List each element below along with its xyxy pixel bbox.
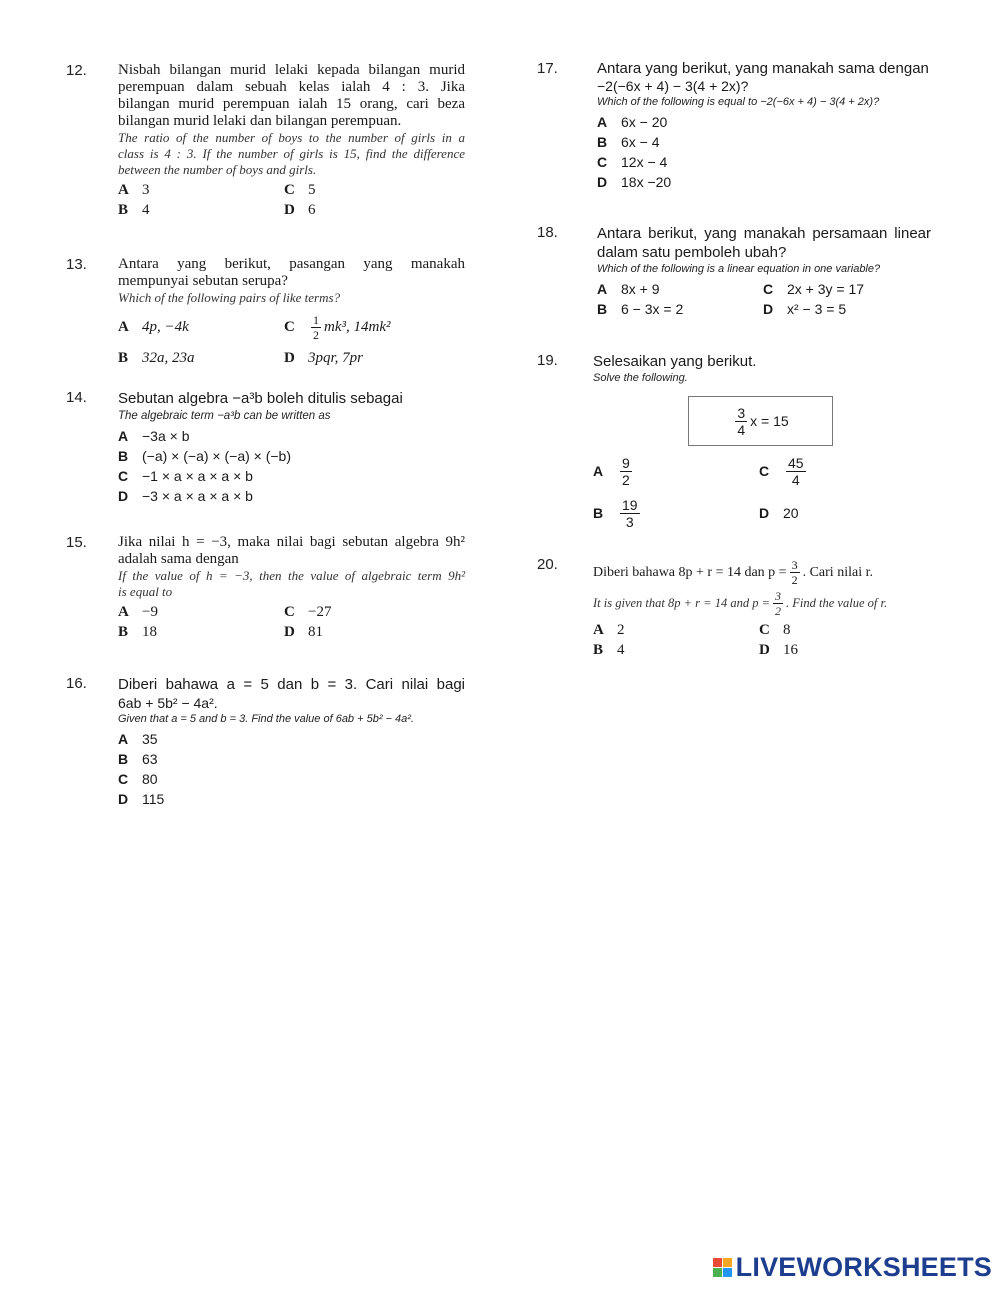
option-c[interactable]: C −27 xyxy=(284,603,332,620)
question-text-english: Which of the following pairs of like terms? xyxy=(118,290,341,305)
option-b[interactable]: B 18 xyxy=(118,623,157,640)
question-text-malay: bilangan murid perempuan ialah 15 orang, cari beza xyxy=(118,96,465,112)
question-text-english: The ratio of the number of boys to the number of girls in a xyxy=(118,130,465,145)
question-text-english: Which of the following is equal to −2(−6x + 4) − 3(4 + 2x)? xyxy=(597,96,880,108)
answer-options xyxy=(118,310,465,368)
question-text-malay: Antara berikut, yang manakah persamaan linear xyxy=(597,225,931,242)
question-text-english: class is 4 : 3. If the number of girls is 15, find the difference xyxy=(118,146,465,161)
question-text-malay: 6ab + 5b² − 4a². xyxy=(118,695,218,711)
option-b[interactable]: B (−a) × (−a) × (−a) × (−b) xyxy=(118,448,292,464)
option-c[interactable]: C $\frac{1}{2}$ mk³, 14mk² xyxy=(284,312,391,342)
logo-square xyxy=(723,1258,732,1267)
fraction: $\frac{45}{4}$ xyxy=(788,454,804,488)
question-number: 17. xyxy=(537,60,558,77)
option-d[interactable]: D x² − 3 = 5 xyxy=(763,301,847,317)
option-b[interactable]: B 32a, 23a xyxy=(118,349,195,366)
option-a[interactable]: A 4p, −4k xyxy=(118,318,189,335)
question-text-malay: Jika nilai h = −3, maka nilai bagi sebutan algebra 9h² xyxy=(118,534,465,550)
fraction: $\frac{19}{3}$ xyxy=(622,496,638,530)
fraction: $\frac{9}{2}$ xyxy=(622,454,630,488)
answer-options xyxy=(118,426,465,506)
question-text-english: If the value of h = −3, then the value of algebraic term 9h² xyxy=(118,568,465,583)
option-d[interactable]: D 18x −20 xyxy=(597,174,672,190)
logo-text: LIVEWORKSHEETS xyxy=(735,1252,992,1282)
option-a[interactable]: A 35 xyxy=(118,731,158,747)
liveworksheets-logo[interactable] xyxy=(713,1252,992,1283)
question-text-malay: bilangan murid lelaki dan bilangan perempuan. xyxy=(118,113,402,129)
question-text-english: is equal to xyxy=(118,584,173,599)
option-c[interactable]: C $\frac{45}{4}$ xyxy=(759,454,804,488)
option-a[interactable]: A −9 xyxy=(118,603,158,620)
logo-square xyxy=(713,1258,722,1267)
question-number: 13. xyxy=(66,256,87,273)
option-d[interactable]: D 81 xyxy=(284,623,323,640)
option-c[interactable]: C 8 xyxy=(759,621,791,638)
option-d[interactable]: D −3 × a × a × a × b xyxy=(118,488,253,504)
option-b[interactable]: B 4 xyxy=(593,641,625,658)
option-a[interactable]: A $\frac{9}{2}$ xyxy=(593,454,630,488)
question-text-malay: Diberi bahawa a = 5 dan b = 3. Cari nilai bagi xyxy=(118,676,465,693)
logo-icon xyxy=(713,1258,732,1277)
question-text-malay: Sebutan algebra −a³b boleh ditulis sebagai xyxy=(118,390,403,407)
question-text-malay: Nisbah bilangan murid lelaki kepada bilangan murid xyxy=(118,62,465,78)
option-c[interactable]: C 80 xyxy=(118,771,158,787)
answer-options xyxy=(118,602,465,642)
option-a[interactable]: A 6x − 20 xyxy=(597,114,668,130)
option-c[interactable]: C 5 xyxy=(284,181,316,198)
option-b[interactable]: B 4 xyxy=(118,201,150,218)
option-b[interactable]: B $\frac{19}{3}$ xyxy=(593,496,638,530)
question-number: 18. xyxy=(537,224,558,241)
logo-square xyxy=(723,1268,732,1277)
question-text-malay: Diberi bahawa 8p + r = 14 dan p = $\frac{3}{2}$ . Cari nilai r. xyxy=(593,557,873,587)
option-a[interactable]: A 8x + 9 xyxy=(597,281,660,297)
fraction: $\frac{1}{2}$ xyxy=(313,312,319,342)
question-text-english: The algebraic term −a³b can be written as xyxy=(118,410,331,422)
question-text-english: between the number of boys and girls. xyxy=(118,162,317,177)
answer-options xyxy=(118,180,465,220)
answer-options xyxy=(593,452,929,532)
question-number: 16. xyxy=(66,675,87,692)
question-text-malay: perempuan dalam sebuah kelas ialah 4 : 3. Jika xyxy=(118,79,465,95)
question-text-malay: mempunyai sebutan serupa? xyxy=(118,273,288,289)
option-b[interactable]: B 63 xyxy=(118,751,158,767)
question-text-malay: dalam satu pemboleh ubah? xyxy=(597,244,787,261)
question-text-english: Solve the following. xyxy=(593,372,688,384)
option-a[interactable]: A −3a × b xyxy=(118,428,190,444)
option-d[interactable]: D 16 xyxy=(759,641,798,658)
question-number: 15. xyxy=(66,534,87,551)
question-text-english: Given that a = 5 and b = 3. Find the value of 6ab + 5b² − 4a². xyxy=(118,713,414,725)
option-d[interactable]: D 20 xyxy=(759,505,799,521)
question-number: 20. xyxy=(537,556,558,573)
question-number: 19. xyxy=(537,352,558,369)
fraction: $\frac{3}{2}$ xyxy=(791,557,798,587)
question-text-malay: adalah sama dengan xyxy=(118,551,239,567)
option-d[interactable]: D 3pqr, 7pr xyxy=(284,349,364,366)
option-a[interactable]: A 2 xyxy=(593,621,625,638)
option-d[interactable]: D 6 xyxy=(284,201,316,218)
equation-box: $\frac{3}{4}$ x = 15 xyxy=(688,396,833,446)
fraction: $\frac{3}{4}$ xyxy=(737,404,746,438)
fraction: $\frac{3}{2}$ xyxy=(775,588,782,618)
option-d[interactable]: D 115 xyxy=(118,791,165,807)
logo-square xyxy=(713,1268,722,1277)
question-text-malay: −2(−6x + 4) − 3(4 + 2x)? xyxy=(597,78,749,94)
question-text-english: Which of the following is a linear equation in one variable? xyxy=(597,263,881,275)
option-c[interactable]: C 2x + 3y = 17 xyxy=(763,281,865,297)
option-a[interactable]: A 3 xyxy=(118,181,150,198)
option-b[interactable]: B 6x − 4 xyxy=(597,134,660,150)
question-19 xyxy=(537,352,937,542)
question-text-malay: Selesaikan yang berikut. xyxy=(593,353,757,370)
answer-options xyxy=(118,729,465,809)
answer-options xyxy=(597,112,937,192)
question-text-malay: Antara yang berikut, pasangan yang manakah xyxy=(118,256,465,272)
option-b[interactable]: B 6 − 3x = 2 xyxy=(597,301,684,317)
answer-options xyxy=(593,620,945,660)
question-number: 12. xyxy=(66,62,87,79)
option-c[interactable]: C 12x − 4 xyxy=(597,154,668,170)
question-number: 14. xyxy=(66,389,87,406)
question-text-malay: Antara yang berikut, yang manakah sama dengan xyxy=(597,60,929,77)
option-c[interactable]: C −1 × a × a × a × b xyxy=(118,468,253,484)
question-text-english: It is given that 8p + r = 14 and p = $\frac{3}{2}$ . Find the value of r. xyxy=(593,588,888,618)
answer-options xyxy=(597,279,931,319)
